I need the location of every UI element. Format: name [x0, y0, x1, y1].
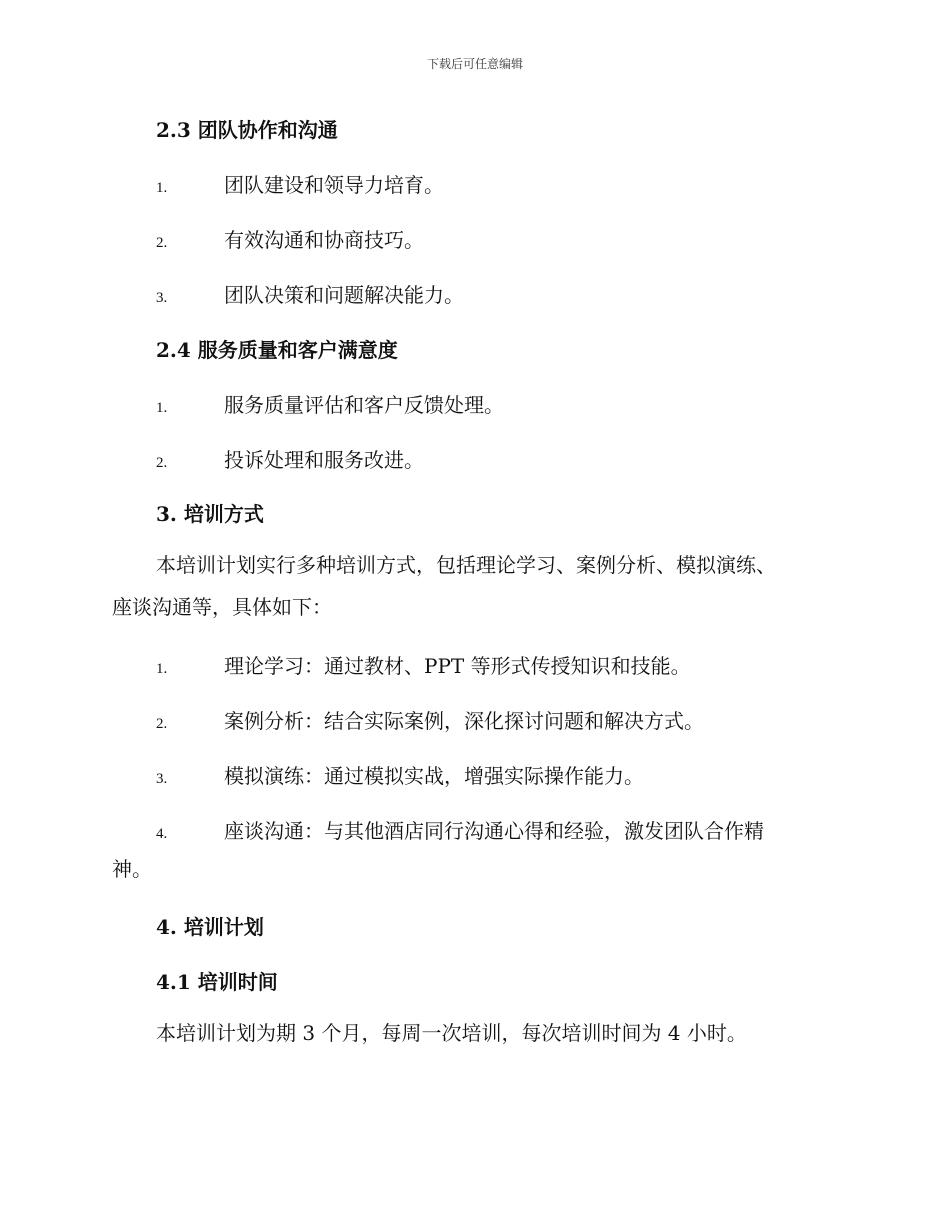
- list-item: [156, 389, 832, 418]
- list-item-text: 有效沟通和协商技巧。: [224, 228, 424, 252]
- list-item-text: 团队建设和领导力培育。: [224, 173, 444, 197]
- list-item-number: 1.: [156, 180, 168, 196]
- list-item: [156, 650, 832, 679]
- list-item: [156, 760, 832, 789]
- list-item-text: 服务质量评估和客户反馈处理。: [224, 393, 504, 417]
- list-item-text: 投诉处理和服务改进。: [224, 448, 424, 472]
- section-heading-3: 3. 培训方式: [156, 502, 264, 526]
- intro-line-2: 座谈沟通等，具体如下：: [112, 595, 332, 619]
- list-item-number: 2.: [156, 716, 168, 732]
- page-header: 下载后可任意编辑: [426, 57, 523, 71]
- list-item-text: 理论学习：通过教材、PPT 等形式传授知识和技能。: [224, 654, 691, 678]
- list-item-text: 模拟演练：通过模拟实战，增强实际操作能力。: [224, 764, 644, 788]
- section-heading-2-4: 2.4 服务质量和客户满意度: [156, 338, 398, 362]
- intro-paragraph: [112, 544, 832, 628]
- list-item-text: 座谈沟通：与其他酒店同行沟通心得和经验，激发团队合作精: [224, 819, 764, 843]
- list-item: [156, 224, 832, 253]
- list-item-number: 3.: [156, 290, 168, 306]
- section-heading-4-1: 4.1 培训时间: [156, 970, 278, 994]
- list-item-number: 3.: [156, 771, 168, 787]
- list-item: [156, 444, 832, 473]
- list-item-number: 1.: [156, 661, 168, 677]
- list-item-text: 团队决策和问题解决能力。: [224, 283, 464, 307]
- list-item: [156, 279, 832, 308]
- list-item: [156, 705, 832, 734]
- section-heading-4: 4. 培训计划: [156, 915, 264, 939]
- training-time-paragraph: 本培训计划为期 3 个月，每周一次培训，每次培训时间为 4 小时。: [156, 1021, 747, 1045]
- list-item: [156, 815, 832, 844]
- list-item-continuation: 神。: [112, 857, 152, 881]
- list-item-number: 1.: [156, 400, 168, 416]
- list-item-text: 案例分析：结合实际案例，深化探讨问题和解决方式。: [224, 709, 704, 733]
- intro-line-1: 本培训计划实行多种培训方式，包括理论学习、案例分析、模拟演练、: [156, 553, 776, 577]
- list-item-number: 2.: [156, 235, 168, 251]
- list-item-number: 2.: [156, 455, 168, 471]
- list-item: [156, 169, 832, 198]
- list-item-number: 4.: [156, 826, 168, 842]
- section-heading-2-3: 2.3 团队协作和沟通: [156, 118, 338, 142]
